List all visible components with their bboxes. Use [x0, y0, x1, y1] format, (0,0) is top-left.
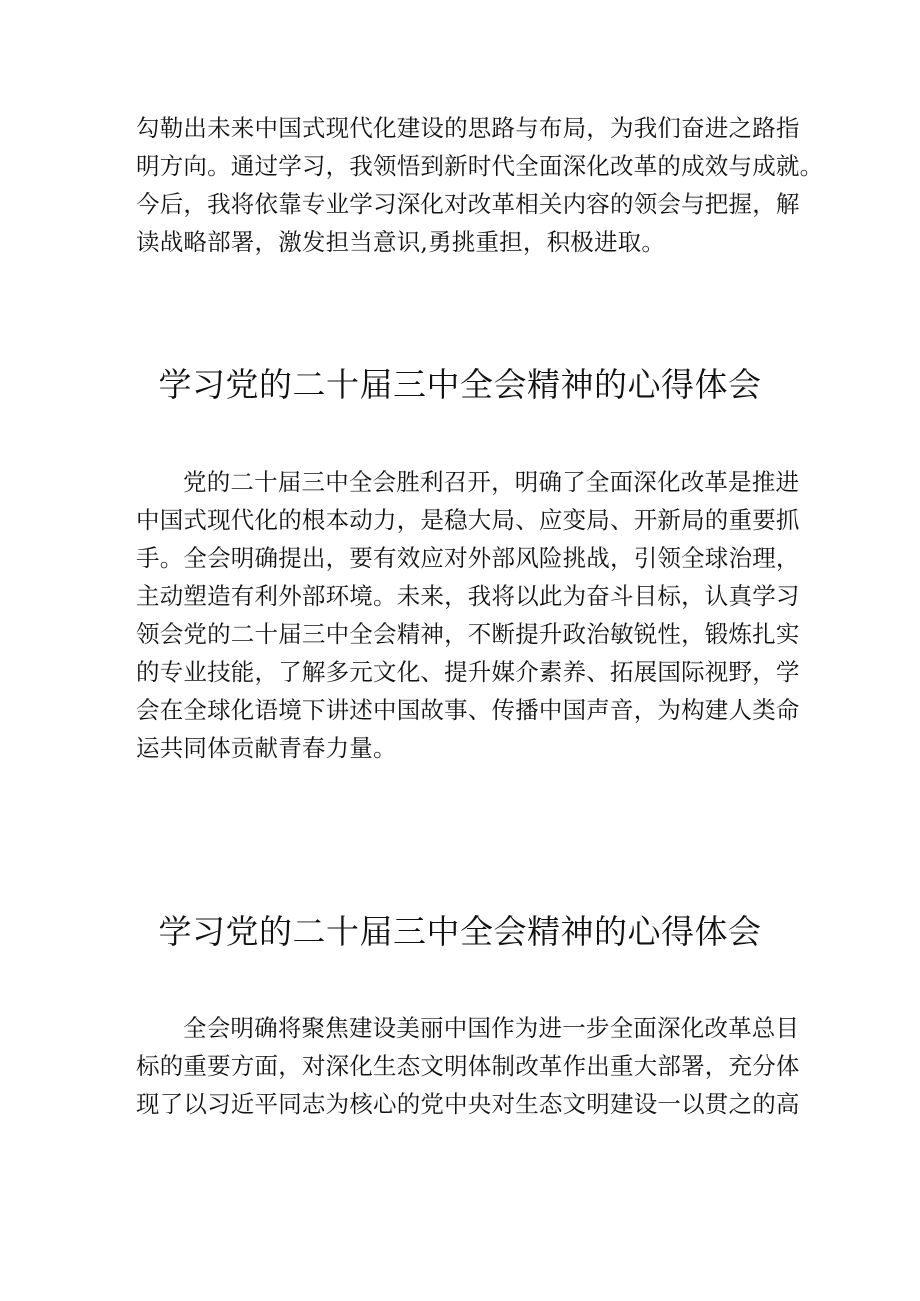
text-line: 中国式现代化的根本动力，是稳大局、应变局、开新局的重要抓	[136, 506, 800, 534]
text-line: 手。全会明确提出，要有效应对外部风险挑战，引领全球治理，	[136, 544, 800, 572]
text-line: 会在全球化语境下讲述中国故事、传播中国声音，为构建人类命	[136, 696, 800, 724]
text-line: 明方向。通过学习，我领悟到新时代全面深化改革的成效与成就。	[136, 152, 824, 180]
section-heading: 学习党的二十届三中全会精神的心得体会	[158, 912, 762, 951]
text-line: 领会党的二十届三中全会精神，不断提升政治敏锐性，锻炼扎实	[136, 620, 800, 648]
text-line: 标的重要方面，对深化生态文明体制改革作出重大部署，充分体	[136, 1052, 800, 1080]
text-line: 的专业技能，了解多元文化、提升媒介素养、拓展国际视野，学	[136, 658, 800, 686]
paragraph-body	[136, 1009, 800, 1123]
text-line: 读战略部署，激发担当意识,勇挑重担，积极进取。	[136, 228, 666, 256]
text-line: 运共同体贡献青春力量。	[136, 734, 397, 762]
text-line: 勾勒出未来中国式现代化建设的思路与布局，为我们奋进之路指	[136, 114, 800, 142]
text-line: 现了以习近平同志为核心的党中央对生态文明建设一以贯之的高	[136, 1090, 800, 1118]
text-line-content: 全会明确将聚焦建设美丽中国作为进一步全面深化改革总目	[183, 1014, 800, 1042]
text-line: 主动塑造有利外部环境。未来，我将以此为奋斗目标，认真学习	[136, 582, 800, 610]
text-line-content: 党的二十届三中全会胜利召开，明确了全面深化改革是推进	[183, 468, 800, 496]
text-line: 今后，我将依靠专业学习深化对改革相关内容的领会与把握，解	[136, 190, 800, 218]
text-line-first	[136, 463, 800, 501]
paragraph-continuation	[136, 109, 824, 261]
text-line-first	[136, 1009, 800, 1047]
section-heading: 学习党的二十届三中全会精神的心得体会	[158, 365, 762, 404]
paragraph-body	[136, 463, 800, 767]
